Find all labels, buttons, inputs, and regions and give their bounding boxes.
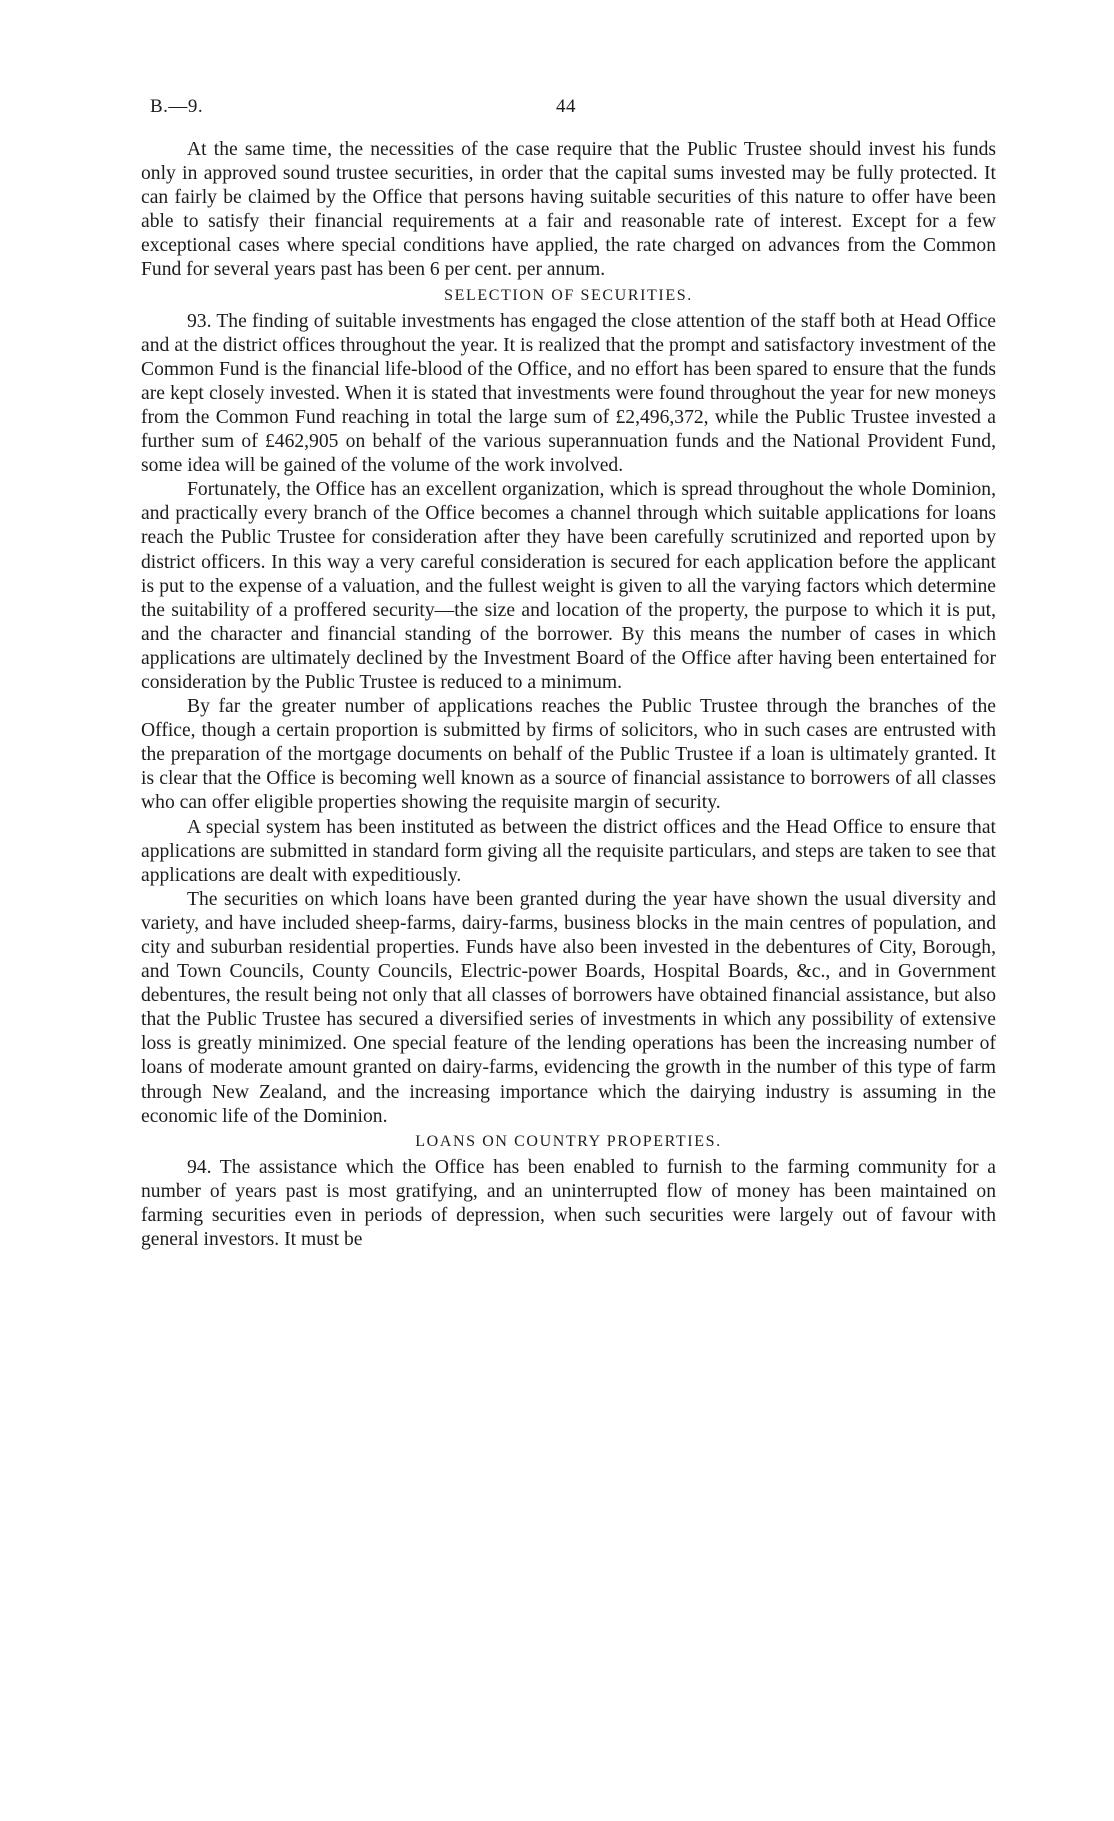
section-heading: LOANS ON COUNTRY PROPERTIES.: [415, 1132, 722, 1150]
paragraph: Fortunately, the Office has an excellent organization, which is spread throughout the whole Dominion, and practically every branch of the Office becomes a channel through which suitable applications for loans reach the Public Trustee for consideration after they have been carefully scrutinized and reported upon by district officers. In this way a very careful consideration is secured for each application before the applicant is put to the expense of a valuation, and the fullest weight is given to all the varying factors which determine the suitability of a proffered security—the size and location of the property, the purpose to which it is put, and the character and financial standing of the borrower. By this means the number of cases in which applications are ultimately declined by the Investment Board of the Office after having been entertained for consideration by the Public Trustee is reduced to a minimum.: [141, 479, 996, 693]
paragraph: A special system has been instituted as between the district offices and the Head Office to ensure that applications are submitted in standard form giving all the requisite particulars, and steps are taken to see that applications are dealt with expeditiously.: [141, 816, 996, 886]
paragraph: By far the greater number of applications reaches the Public Trustee through the branches of the Office, though a certain proportion is submitted by firms of solicitors, who in such cases are entrusted with the preparation of the mortgage documents on behalf of the Public Trustee if a loan is ultimately granted. It is clear that the Office is becoming well known as a source of financial assistance to borrowers of all classes who can offer eligible properties showing the requisite margin of security.: [141, 696, 996, 814]
section-heading: SELECTION OF SECURITIES.: [444, 286, 693, 304]
paragraph: The securities on which loans have been granted during the year have shown the usual diversity and variety, and have included sheep-farms, dairy-farms, business blocks in the main centres of population, and city and suburban residential properties. Funds have also been invested in the debentures of City, Borough, and Town Councils, County Councils, Electric-power Boards, Hospital Boards, &c., and in Government debentures, the result being not only that all classes of borrowers have obtained financial assistance, but also that the Public Trustee has secured a diversified series of investments in which any possibility of extensive loss is greatly minimized. One special feature of the lending operations has been the increasing number of loans of moderate amount granted on dairy-farms, evidencing the growth in the number of this type of farm through New Zealand, and the increasing importance which the dairying industry is assuming in the economic life of the Dominion.: [141, 888, 996, 1127]
paragraph: At the same time, the necessities of the case require that the Public Trustee should invest his funds only in approved sound trustee securities, in order that the capital sums invested may be fully protected. It can fairly be claimed by the Office that persons having suitable securities of this nature to offer have been able to satisfy their financial requirements at a fair and reasonable rate of interest. Except for a few exceptional cases where special conditions have applied, the rate charged on advances from the Common Fund for several years past has been 6 per cent. per annum.: [141, 139, 996, 281]
page-header: [140, 96, 1000, 126]
document-reference: B.—9.: [150, 96, 204, 117]
page-number: 44: [556, 96, 576, 117]
paragraph: 94. The assistance which the Office has been enabled to furnish to the farming community for a number of years past is most gratifying, and an uninterrupted flow of money has been maintained on farming securities even in periods of depression, when such securities were largely out of favour with general investors. It must be: [141, 1156, 996, 1251]
document-body: [141, 138, 996, 1252]
paragraph: 93. The finding of suitable investments has engaged the close attention of the staff both at Head Office and at the district offices throughout the year. It is realized that the prompt and satisfactory investment of the Common Fund is the financial life-blood of the Office, and no effort has been spared to ensure that the funds are kept closely invested. When it is stated that investments were found throughout the year for new moneys from the Common Fund reaching in total the large sum of £2,496,372, while the Public Trustee invested a further sum of £462,905 on behalf of the various superannuation funds and the National Provident Fund, some idea will be gained of the volume of the work involved.: [141, 310, 996, 477]
